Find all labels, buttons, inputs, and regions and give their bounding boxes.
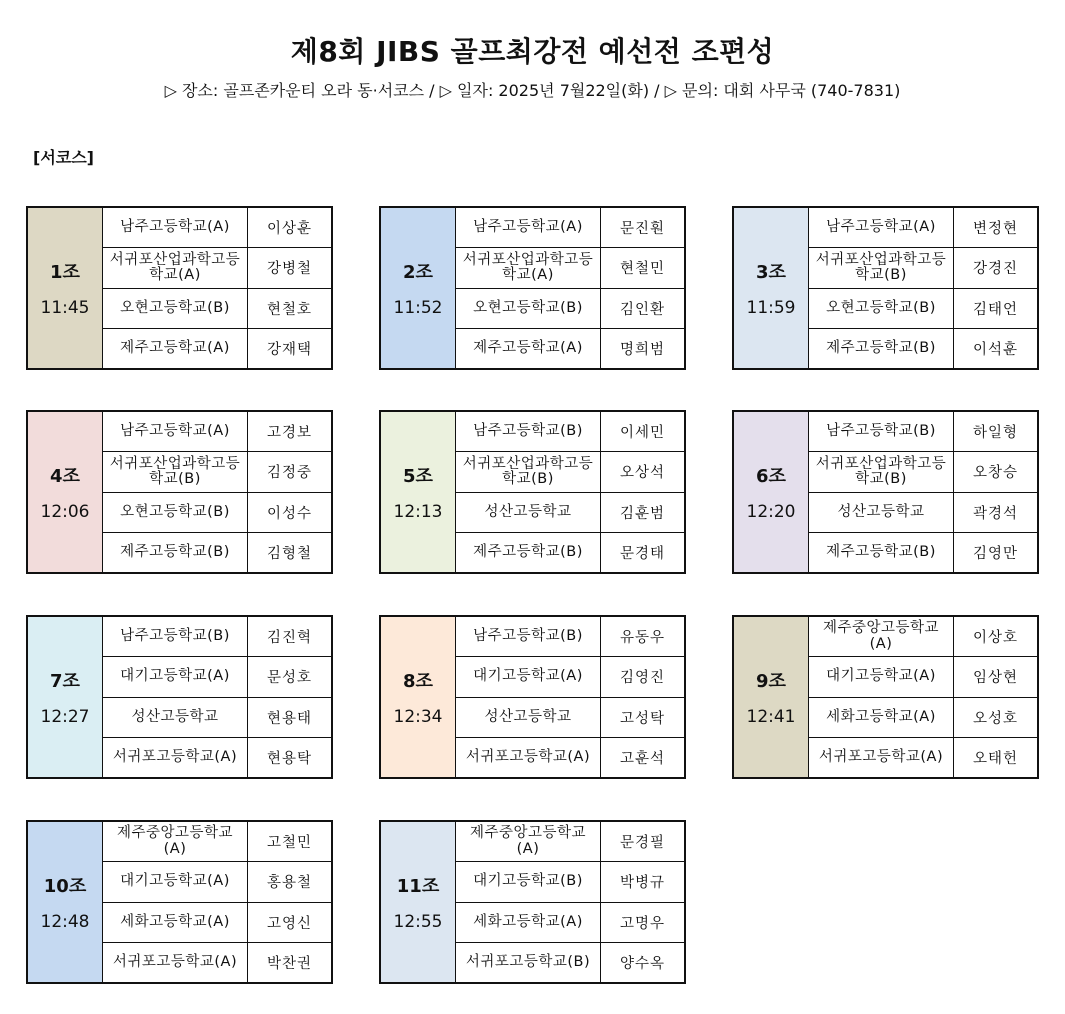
school-name: 제주고등학교(B) xyxy=(809,533,954,572)
group-table xyxy=(379,410,686,574)
player-name: 고영신 xyxy=(266,915,313,932)
player-name: 고훈석 xyxy=(619,750,666,767)
table-row xyxy=(809,452,1037,492)
table-row xyxy=(456,289,684,329)
group-rows xyxy=(103,412,331,572)
player-name: 하일형 xyxy=(972,425,1019,442)
table-row xyxy=(103,452,331,492)
group-number: 3조 xyxy=(756,262,786,283)
group-number: 1조 xyxy=(50,262,80,283)
player-name: 김형철 xyxy=(266,545,313,562)
player-name: 현용탁 xyxy=(266,750,313,767)
school-name: 세화고등학교(A) xyxy=(456,903,601,942)
school-name: 남주고등학교(B) xyxy=(456,617,601,656)
table-row xyxy=(809,738,1037,777)
school-name: 서귀포산업과학고등학교(B) xyxy=(456,452,601,491)
tee-time: 12:13 xyxy=(393,502,443,522)
table-row xyxy=(456,657,684,697)
table-row xyxy=(456,412,684,452)
school-name: 서귀포산업과학고등학교(B) xyxy=(809,248,954,287)
table-row xyxy=(809,617,1037,657)
table-row xyxy=(103,617,331,657)
group-table xyxy=(732,615,1039,779)
school-name: 대기고등학교(A) xyxy=(103,657,248,696)
player-name: 박병규 xyxy=(619,875,666,892)
table-row xyxy=(456,533,684,572)
school-name: 세화고등학교(A) xyxy=(809,698,954,737)
tee-time: 11:52 xyxy=(393,298,443,318)
player-name: 양수옥 xyxy=(619,955,666,972)
table-row xyxy=(456,329,684,368)
group-table xyxy=(379,820,686,984)
school-name: 서귀포고등학교(A) xyxy=(809,738,954,777)
group-header-cell xyxy=(734,617,809,777)
player-name: 문진훤 xyxy=(619,221,666,238)
table-row xyxy=(456,493,684,533)
table-row xyxy=(809,698,1037,738)
table-row xyxy=(456,862,684,902)
player-name: 김인환 xyxy=(619,301,666,318)
group-table xyxy=(26,820,333,984)
table-row xyxy=(103,289,331,329)
player-name: 강병철 xyxy=(266,261,313,278)
group-table xyxy=(379,615,686,779)
group-table xyxy=(26,615,333,779)
table-row xyxy=(809,657,1037,697)
school-name: 대기고등학교(A) xyxy=(103,862,248,901)
table-row xyxy=(456,943,684,982)
table-row xyxy=(809,248,1037,288)
school-name: 남주고등학교(B) xyxy=(456,412,601,451)
player-name: 현철민 xyxy=(619,261,666,278)
player-name: 임상현 xyxy=(972,670,1019,687)
school-name: 제주중앙고등학교(A) xyxy=(809,617,954,656)
school-name: 서귀포산업과학고등학교(B) xyxy=(809,452,954,491)
player-name: 김정중 xyxy=(266,465,313,482)
group-table xyxy=(732,410,1039,574)
table-row xyxy=(809,493,1037,533)
group-number: 7조 xyxy=(50,671,80,692)
table-row xyxy=(103,412,331,452)
group-rows xyxy=(456,822,684,982)
table-row xyxy=(456,452,684,492)
table-row xyxy=(809,412,1037,452)
player-name: 김태언 xyxy=(972,301,1019,318)
school-name: 제주중앙고등학교(A) xyxy=(456,822,601,861)
group-number: 9조 xyxy=(756,671,786,692)
school-name: 성산고등학교 xyxy=(809,493,954,532)
school-name: 서귀포산업과학고등학교(A) xyxy=(456,248,601,287)
group-rows xyxy=(456,412,684,572)
group-header-cell xyxy=(381,208,456,368)
group-header-cell xyxy=(734,208,809,368)
table-row xyxy=(103,657,331,697)
player-name: 이석훈 xyxy=(972,341,1019,358)
player-name: 문경필 xyxy=(619,835,666,852)
player-name: 고철민 xyxy=(266,835,313,852)
group-header-cell xyxy=(28,208,103,368)
school-name: 오현고등학교(B) xyxy=(103,493,248,532)
player-name: 박찬권 xyxy=(266,955,313,972)
player-name: 문경태 xyxy=(619,545,666,562)
school-name: 오현고등학교(B) xyxy=(809,289,954,328)
group-header-cell xyxy=(734,412,809,572)
school-name: 제주고등학교(B) xyxy=(809,329,954,368)
table-row xyxy=(456,248,684,288)
table-row xyxy=(103,862,331,902)
group-rows xyxy=(809,412,1037,572)
player-name: 고명우 xyxy=(619,915,666,932)
player-name: 현용태 xyxy=(266,710,313,727)
player-name: 김영만 xyxy=(972,545,1019,562)
course-label: [서코스] xyxy=(33,148,94,167)
school-name: 제주고등학교(A) xyxy=(103,329,248,368)
school-name: 제주중앙고등학교(A) xyxy=(103,822,248,861)
school-name: 제주고등학교(B) xyxy=(456,533,601,572)
table-row xyxy=(103,493,331,533)
group-table xyxy=(26,206,333,370)
group-table xyxy=(26,410,333,574)
player-name: 강재택 xyxy=(266,341,313,358)
group-header-cell xyxy=(28,617,103,777)
group-rows xyxy=(103,822,331,982)
school-name: 대기고등학교(A) xyxy=(456,657,601,696)
player-name: 강경진 xyxy=(972,261,1019,278)
school-name: 남주고등학교(B) xyxy=(103,617,248,656)
school-name: 대기고등학교(B) xyxy=(456,862,601,901)
table-row xyxy=(809,533,1037,572)
group-number: 10조 xyxy=(43,876,87,897)
school-name: 남주고등학교(B) xyxy=(809,412,954,451)
player-name: 변정현 xyxy=(972,221,1019,238)
school-name: 제주고등학교(A) xyxy=(456,329,601,368)
table-row xyxy=(456,617,684,657)
group-table xyxy=(732,206,1039,370)
group-header-cell xyxy=(381,617,456,777)
school-name: 서귀포고등학교(B) xyxy=(456,943,601,982)
table-row xyxy=(456,208,684,248)
school-name: 대기고등학교(A) xyxy=(809,657,954,696)
group-rows xyxy=(456,617,684,777)
table-row xyxy=(809,329,1037,368)
table-row xyxy=(809,208,1037,248)
group-rows xyxy=(456,208,684,368)
school-name: 성산고등학교 xyxy=(456,698,601,737)
table-row xyxy=(103,329,331,368)
group-rows xyxy=(809,208,1037,368)
table-row xyxy=(103,248,331,288)
school-name: 서귀포산업과학고등학교(B) xyxy=(103,452,248,491)
school-name: 남주고등학교(A) xyxy=(456,208,601,247)
school-name: 서귀포고등학교(A) xyxy=(103,943,248,982)
player-name: 오성호 xyxy=(972,710,1019,727)
player-name: 오태헌 xyxy=(972,750,1019,767)
school-name: 제주고등학교(B) xyxy=(103,533,248,572)
player-name: 김훈범 xyxy=(619,505,666,522)
player-name: 고성탁 xyxy=(619,710,666,727)
tee-time: 12:27 xyxy=(40,707,90,727)
player-name: 명희범 xyxy=(619,341,666,358)
page-title: 제8회 JIBS 골프최강전 예선전 조편성 xyxy=(290,35,775,68)
school-name: 서귀포산업과학고등학교(A) xyxy=(103,248,248,287)
table-row xyxy=(103,943,331,982)
group-number: 11조 xyxy=(396,876,440,897)
school-name: 오현고등학교(B) xyxy=(456,289,601,328)
player-name: 홍용철 xyxy=(266,875,313,892)
player-name: 문성호 xyxy=(266,670,313,687)
player-name: 이성수 xyxy=(266,505,313,522)
table-row xyxy=(103,533,331,572)
tee-time: 12:20 xyxy=(746,502,796,522)
player-name: 이세민 xyxy=(619,425,666,442)
player-name: 이상호 xyxy=(972,630,1019,647)
tee-time: 12:41 xyxy=(746,707,796,727)
player-name: 김영진 xyxy=(619,670,666,687)
school-name: 성산고등학교 xyxy=(456,493,601,532)
tee-time: 12:34 xyxy=(393,707,443,727)
school-name: 성산고등학교 xyxy=(103,698,248,737)
tee-time: 12:55 xyxy=(393,912,443,932)
table-row xyxy=(456,903,684,943)
group-number: 2조 xyxy=(403,262,433,283)
tee-time: 12:06 xyxy=(40,502,90,522)
table-row xyxy=(809,289,1037,329)
school-name: 남주고등학교(A) xyxy=(809,208,954,247)
player-name: 오창승 xyxy=(972,465,1019,482)
tee-time: 11:59 xyxy=(746,298,796,318)
group-table xyxy=(379,206,686,370)
group-number: 4조 xyxy=(50,466,80,487)
player-name: 곽경석 xyxy=(972,505,1019,522)
table-row xyxy=(456,698,684,738)
group-number: 5조 xyxy=(403,466,433,487)
player-name: 오상석 xyxy=(619,465,666,482)
school-name: 서귀포고등학교(A) xyxy=(103,738,248,777)
player-name: 이상훈 xyxy=(266,221,313,238)
player-name: 현철호 xyxy=(266,301,313,318)
table-row xyxy=(103,698,331,738)
player-name: 고경보 xyxy=(266,425,313,442)
group-number: 8조 xyxy=(403,671,433,692)
school-name: 오현고등학교(B) xyxy=(103,289,248,328)
player-name: 김진혁 xyxy=(266,630,313,647)
group-header-cell xyxy=(381,412,456,572)
group-rows xyxy=(103,208,331,368)
tee-time: 11:45 xyxy=(40,298,90,318)
table-row xyxy=(103,903,331,943)
group-header-cell xyxy=(28,822,103,982)
group-header-cell xyxy=(381,822,456,982)
school-name: 남주고등학교(A) xyxy=(103,412,248,451)
group-number: 6조 xyxy=(756,466,786,487)
table-row xyxy=(456,738,684,777)
group-header-cell xyxy=(28,412,103,572)
school-name: 서귀포고등학교(A) xyxy=(456,738,601,777)
group-rows xyxy=(103,617,331,777)
table-row xyxy=(456,822,684,862)
player-name: 유동우 xyxy=(619,630,666,647)
event-info: ▷ 장소: 골프존카운티 오라 동·서코스 / ▷ 일자: 2025년 7월22일(화) / ▷ 문의: 대회 사무국 (740-7831) xyxy=(164,81,901,100)
table-row xyxy=(103,208,331,248)
tee-time: 12:48 xyxy=(40,912,90,932)
group-rows xyxy=(809,617,1037,777)
school-name: 세화고등학교(A) xyxy=(103,903,248,942)
table-row xyxy=(103,738,331,777)
table-row xyxy=(103,822,331,862)
school-name: 남주고등학교(A) xyxy=(103,208,248,247)
